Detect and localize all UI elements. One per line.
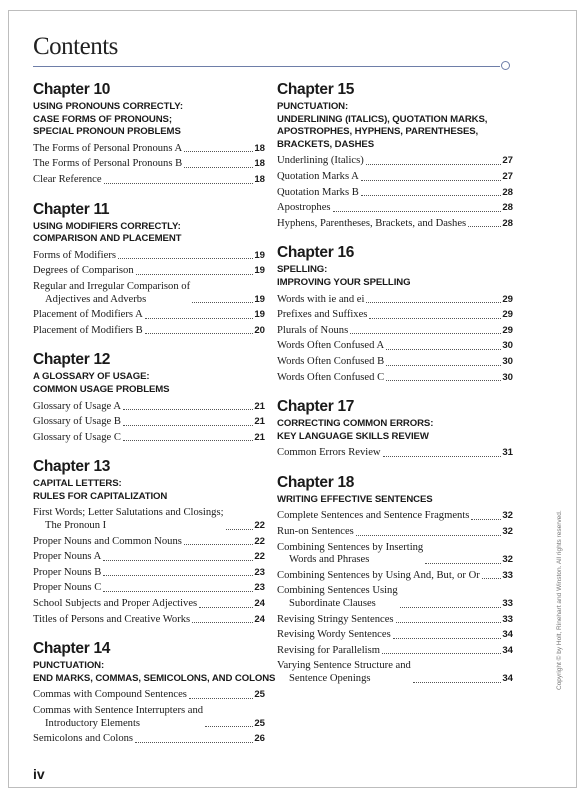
dot-leader xyxy=(123,409,253,410)
dot-leader xyxy=(192,302,253,303)
copyright-notice: Copyright © by Holt, Rinehart and Winston. All rights reserved. xyxy=(556,510,563,690)
toc-entry-label: Proper Nouns and Common Nouns xyxy=(33,535,182,547)
toc-entry-label xyxy=(33,705,203,730)
toc-entry xyxy=(33,281,265,306)
toc-entry-page: 20 xyxy=(254,324,265,336)
toc-entry-page: 25 xyxy=(254,717,265,729)
toc-entry-label-line2: Subordinate Clauses xyxy=(289,598,376,610)
chapter-heading: Chapter 10 xyxy=(33,81,111,98)
toc-entry xyxy=(277,340,513,353)
dot-leader xyxy=(356,535,502,536)
toc-entry-page: 28 xyxy=(502,217,513,229)
page-title: Contents xyxy=(33,33,118,60)
toc-entry-label: Revising Stringy Sentences xyxy=(277,613,394,625)
toc-entry-label: Proper Nouns C xyxy=(33,582,102,594)
dot-leader xyxy=(192,622,253,623)
toc-entry xyxy=(277,372,513,385)
toc-entry-label: Quotation Marks A xyxy=(277,170,359,182)
toc-entry-label: Placement of Modifiers A xyxy=(33,309,143,321)
dot-leader xyxy=(184,544,253,545)
chapter-subtitle xyxy=(33,660,276,685)
toc-entry-label: The Forms of Personal Pronouns A xyxy=(33,142,183,154)
toc-entry-label-line1: Combining Sentences by Inserting xyxy=(277,541,424,553)
toc-entry-label: Proper Nouns B xyxy=(33,566,102,578)
toc-entry-label: Hyphens, Parentheses, Brackets, and Dashes xyxy=(277,217,467,229)
dot-leader xyxy=(366,164,502,165)
toc-entry-label: Clear Reference xyxy=(33,173,102,185)
toc-entry-label-line1: Commas with Sentence Interrupters and xyxy=(33,705,204,716)
toc-entry-page: 33 xyxy=(502,569,513,581)
toc-entry-page: 29 xyxy=(502,293,513,305)
toc-entry-label: Glossary of Usage C xyxy=(33,431,121,443)
toc-entry-page: 21 xyxy=(254,416,265,428)
right-column xyxy=(277,80,513,699)
toc-entry-page: 19 xyxy=(254,249,265,261)
chapter-heading: Chapter 16 xyxy=(277,244,355,262)
toc-entry-page: 24 xyxy=(254,613,265,625)
dot-leader xyxy=(382,653,501,654)
toc-entry-label: Semicolons and Colons xyxy=(33,733,134,745)
chapter-subtitle xyxy=(33,101,265,139)
chapter-subtitle-line: CORRECTING COMMON ERRORS: xyxy=(277,418,434,430)
dot-leader xyxy=(123,440,253,441)
toc-entry-label-line2: Sentence Openings xyxy=(289,673,371,684)
chapter-section xyxy=(33,200,265,338)
toc-entry-page: 22 xyxy=(254,520,265,532)
toc-entry-page: 34 xyxy=(502,673,513,684)
toc-entry xyxy=(277,155,513,168)
chapter-subtitle-line: END MARKS, COMMAS, SEMICOLONS, AND COLONS xyxy=(33,672,276,684)
toc-entry xyxy=(33,250,265,263)
dot-leader xyxy=(189,698,253,699)
toc-entry-page: 30 xyxy=(502,355,513,367)
toc-entry-page: 29 xyxy=(502,324,513,336)
dot-leader xyxy=(482,578,502,579)
toc-entry-page: 18 xyxy=(254,158,265,170)
chapter-subtitle-line: COMMON USAGE PROBLEMS xyxy=(33,383,170,395)
toc-entry-page: 26 xyxy=(254,733,265,745)
toc-entry-label: Glossary of Usage B xyxy=(33,416,121,428)
toc-entry-page: 27 xyxy=(502,155,513,167)
chapter-subtitle-line: COMPARISON AND PLACEMENT xyxy=(33,233,182,245)
dot-leader xyxy=(136,274,254,275)
title-rule xyxy=(33,66,500,67)
toc-entry-page: 22 xyxy=(254,535,265,547)
chapter-heading: Chapter 14 xyxy=(33,640,111,658)
chapter-subtitle xyxy=(33,221,265,246)
dot-leader xyxy=(400,607,502,608)
toc-entry xyxy=(277,356,513,369)
chapter-subtitle-line: SPECIAL PRONOUN PROBLEMS xyxy=(33,126,181,138)
toc-entry-page: 34 xyxy=(502,629,513,641)
toc-entry-label-line1: Regular and Irregular Comparison of xyxy=(33,280,191,292)
chapter-subtitle-line: KEY LANGUAGE SKILLS REVIEW xyxy=(277,430,429,442)
toc-entry xyxy=(277,202,513,215)
toc-entry-page: 31 xyxy=(502,447,513,459)
dot-leader xyxy=(471,519,501,520)
toc-entry-label: Complete Sentences and Sentence Fragments xyxy=(277,510,470,522)
chapter-subtitle-line: USING PRONOUNS CORRECTLY: xyxy=(33,101,183,112)
toc-entry xyxy=(277,294,513,307)
dot-leader xyxy=(199,607,253,608)
dot-leader xyxy=(226,529,254,530)
left-column xyxy=(33,80,276,759)
toc-entry-page: 18 xyxy=(254,173,265,185)
chapter-section xyxy=(33,80,265,187)
toc-entry-label: Plurals of Nouns xyxy=(277,324,349,336)
toc-entry-page: 30 xyxy=(502,340,513,352)
toc-entry xyxy=(277,614,513,627)
chapter-subtitle-line: APOSTROPHES, HYPHENS, PARENTHESES, xyxy=(277,126,479,138)
chapter-subtitle-line: PUNCTUATION: xyxy=(277,101,349,112)
toc-entry-label: Revising for Parallelism xyxy=(277,644,380,656)
dot-leader xyxy=(386,365,501,366)
toc-entry-label: Placement of Modifiers B xyxy=(33,324,143,336)
toc-entry xyxy=(33,689,265,702)
toc-entry-page: 24 xyxy=(254,598,265,610)
toc-entry xyxy=(33,432,265,445)
toc-entry xyxy=(33,614,265,627)
dot-leader xyxy=(145,318,254,319)
toc-entry xyxy=(277,660,513,685)
toc-entry-label: Words Often Confused B xyxy=(277,355,385,367)
toc-entry xyxy=(33,705,265,730)
toc-entry-label: Underlining (Italics) xyxy=(277,155,364,167)
toc-entry xyxy=(33,582,265,595)
toc-entry xyxy=(33,401,265,414)
toc-entry-page: 21 xyxy=(254,431,265,443)
chapter-subtitle-line: A GLOSSARY OF USAGE: xyxy=(33,371,150,383)
toc-entry xyxy=(277,510,513,523)
chapter-heading: Chapter 18 xyxy=(277,473,355,491)
page-number: iv xyxy=(33,766,45,782)
toc-entry xyxy=(33,507,265,532)
dot-leader xyxy=(383,456,502,457)
chapter-subtitle xyxy=(277,494,513,507)
dot-leader xyxy=(103,575,253,576)
toc-entry xyxy=(33,158,265,171)
toc-entry-label: Words with ie and ei xyxy=(277,293,365,305)
toc-entry-page: 19 xyxy=(254,293,265,305)
toc-entry xyxy=(277,645,513,658)
toc-entry xyxy=(277,309,513,322)
dot-leader xyxy=(184,151,253,152)
dot-leader xyxy=(425,563,501,564)
toc-entry-label-line2: The Pronoun I xyxy=(45,520,107,532)
toc-entry-label: Degrees of Comparison xyxy=(33,265,134,277)
dot-leader xyxy=(468,226,501,227)
toc-entry-page: 33 xyxy=(502,613,513,625)
toc-entry xyxy=(277,585,513,610)
toc-entry-page: 18 xyxy=(254,142,265,154)
chapter-subtitle-line: CASE FORMS OF PRONOUNS; xyxy=(33,113,172,125)
chapter-subtitle xyxy=(33,371,265,396)
dot-leader xyxy=(350,333,501,334)
toc-entry-label xyxy=(277,542,423,567)
toc-entry xyxy=(277,526,513,539)
toc-entry xyxy=(33,416,265,429)
toc-entry-page: 19 xyxy=(254,309,265,321)
toc-entry-page: 32 xyxy=(502,510,513,522)
toc-entry xyxy=(33,309,265,322)
toc-entry-label: School Subjects and Proper Adjectives xyxy=(33,598,198,610)
toc-entry-label-line2: Words and Phrases xyxy=(289,554,370,566)
toc-entry-page: 19 xyxy=(254,265,265,277)
toc-entry-page: 30 xyxy=(502,371,513,383)
chapter-section xyxy=(33,350,265,444)
toc-entry-page: 27 xyxy=(502,170,513,182)
toc-entry-page: 21 xyxy=(254,400,265,412)
toc-entry-label xyxy=(33,507,224,532)
toc-entry-label: Common Errors Review xyxy=(277,447,381,459)
dot-leader xyxy=(103,591,253,592)
chapter-subtitle xyxy=(277,264,513,289)
toc-entry-label: Prefixes and Suffixes xyxy=(277,309,368,321)
dot-leader xyxy=(369,318,501,319)
toc-entry-label: Glossary of Usage A xyxy=(33,400,121,412)
toc-entry-page: 28 xyxy=(502,186,513,198)
chapter-section xyxy=(33,639,276,746)
chapter-section xyxy=(277,80,513,230)
toc-entry xyxy=(277,218,513,231)
toc-entry xyxy=(277,187,513,200)
chapter-subtitle xyxy=(33,478,265,503)
chapter-section xyxy=(33,457,265,626)
toc-entry-label xyxy=(277,660,411,685)
toc-entry-page: 25 xyxy=(254,689,265,701)
toc-entry-page: 33 xyxy=(502,598,513,610)
chapter-section xyxy=(277,397,513,460)
toc-entry xyxy=(33,143,265,156)
rule-end-dot xyxy=(501,61,510,70)
chapter-section xyxy=(277,473,513,686)
chapter-heading: Chapter 15 xyxy=(277,81,355,98)
toc-entry-page: 29 xyxy=(502,309,513,321)
chapter-subtitle-line: WRITING EFFECTIVE SENTENCES xyxy=(277,493,433,505)
dot-leader xyxy=(361,195,502,196)
chapter-subtitle-line: RULES FOR CAPITALIZATION xyxy=(33,490,168,502)
dot-leader xyxy=(386,380,501,381)
chapter-heading: Chapter 17 xyxy=(277,398,355,416)
toc-entry-page: 32 xyxy=(502,554,513,566)
toc-entry-label: Words Often Confused C xyxy=(277,371,385,383)
dot-leader xyxy=(333,211,502,212)
dot-leader xyxy=(361,180,502,181)
dot-leader xyxy=(393,638,502,639)
toc-entry xyxy=(277,542,513,567)
dot-leader xyxy=(205,726,253,727)
toc-entry-label: Combining Sentences by Using And, But, or Or xyxy=(277,569,480,581)
toc-entry-label: Titles of Persons and Creative Works xyxy=(33,613,191,625)
toc-entry-label: Revising Wordy Sentences xyxy=(277,629,391,641)
toc-entry-label-line1: Combining Sentences Using xyxy=(277,585,398,597)
toc-entry-label-line2: Adjectives and Adverbs xyxy=(45,293,147,305)
dot-leader xyxy=(104,183,254,184)
toc-entry-label-line1: Varying Sentence Structure and xyxy=(277,660,411,672)
toc-entry-page: 32 xyxy=(502,526,513,538)
chapter-subtitle-line: UNDERLINING (ITALICS), QUOTATION MARKS, xyxy=(277,113,488,125)
toc-entry-label xyxy=(277,585,398,610)
toc-entry xyxy=(33,567,265,580)
chapter-section xyxy=(277,243,513,384)
toc-entry xyxy=(33,598,265,611)
toc-entry-label: Run-on Sentences xyxy=(277,526,354,538)
chapter-subtitle xyxy=(277,418,513,443)
toc-entry-label xyxy=(33,281,190,306)
toc-entry xyxy=(277,325,513,338)
toc-entry xyxy=(33,733,265,746)
chapter-subtitle xyxy=(277,101,513,151)
toc-entry-label-line2: Introductory Elements xyxy=(45,717,141,729)
dot-leader xyxy=(184,167,253,168)
toc-entry-page: 23 xyxy=(254,566,265,578)
dot-leader xyxy=(103,560,253,561)
toc-entry xyxy=(33,551,265,564)
dot-leader xyxy=(123,425,253,426)
chapter-heading: Chapter 11 xyxy=(33,200,110,218)
toc-entry-label: The Forms of Personal Pronouns B xyxy=(33,158,183,170)
toc-entry xyxy=(33,536,265,549)
toc-entry-page: 23 xyxy=(254,582,265,594)
chapter-subtitle-line: BRACKETS, DASHES xyxy=(277,138,375,150)
dot-leader xyxy=(118,258,253,259)
toc-entry xyxy=(277,629,513,642)
toc-entry xyxy=(277,171,513,184)
dot-leader xyxy=(413,682,501,683)
toc-entry-page: 22 xyxy=(254,551,265,563)
dot-leader xyxy=(135,742,253,743)
toc-entry-label-line1: First Words; Letter Salutations and Closings; xyxy=(33,507,224,519)
dot-leader xyxy=(396,622,502,623)
dot-leader xyxy=(366,302,501,303)
toc-entry xyxy=(33,265,265,278)
chapter-subtitle-line: IMPROVING YOUR SPELLING xyxy=(277,276,411,288)
toc-entry-page: 34 xyxy=(502,644,513,656)
chapter-subtitle-line: USING MODIFIERS CORRECTLY: xyxy=(33,220,181,232)
toc-entry-label: Quotation Marks B xyxy=(277,186,359,198)
toc-entry-label: Apostrophes xyxy=(277,202,331,214)
dot-leader xyxy=(145,333,254,334)
toc-entry xyxy=(33,325,265,338)
toc-entry-label: Commas with Compound Sentences xyxy=(33,689,187,701)
toc-entry-label: Forms of Modifiers xyxy=(33,249,116,261)
chapter-subtitle-line: PUNCTUATION: xyxy=(33,660,105,672)
chapter-subtitle-line: SPELLING: xyxy=(277,264,328,276)
toc-entry xyxy=(277,447,513,460)
chapter-subtitle-line: CAPITAL LETTERS: xyxy=(33,478,122,490)
toc-entry-page: 28 xyxy=(502,202,513,214)
toc-entry xyxy=(33,174,265,187)
toc-entry-label: Words Often Confused A xyxy=(277,340,385,352)
chapter-heading: Chapter 13 xyxy=(33,458,111,476)
dot-leader xyxy=(386,349,501,350)
toc-entry-label: Proper Nouns A xyxy=(33,551,102,563)
toc-entry xyxy=(277,570,513,583)
chapter-heading: Chapter 12 xyxy=(33,351,111,369)
